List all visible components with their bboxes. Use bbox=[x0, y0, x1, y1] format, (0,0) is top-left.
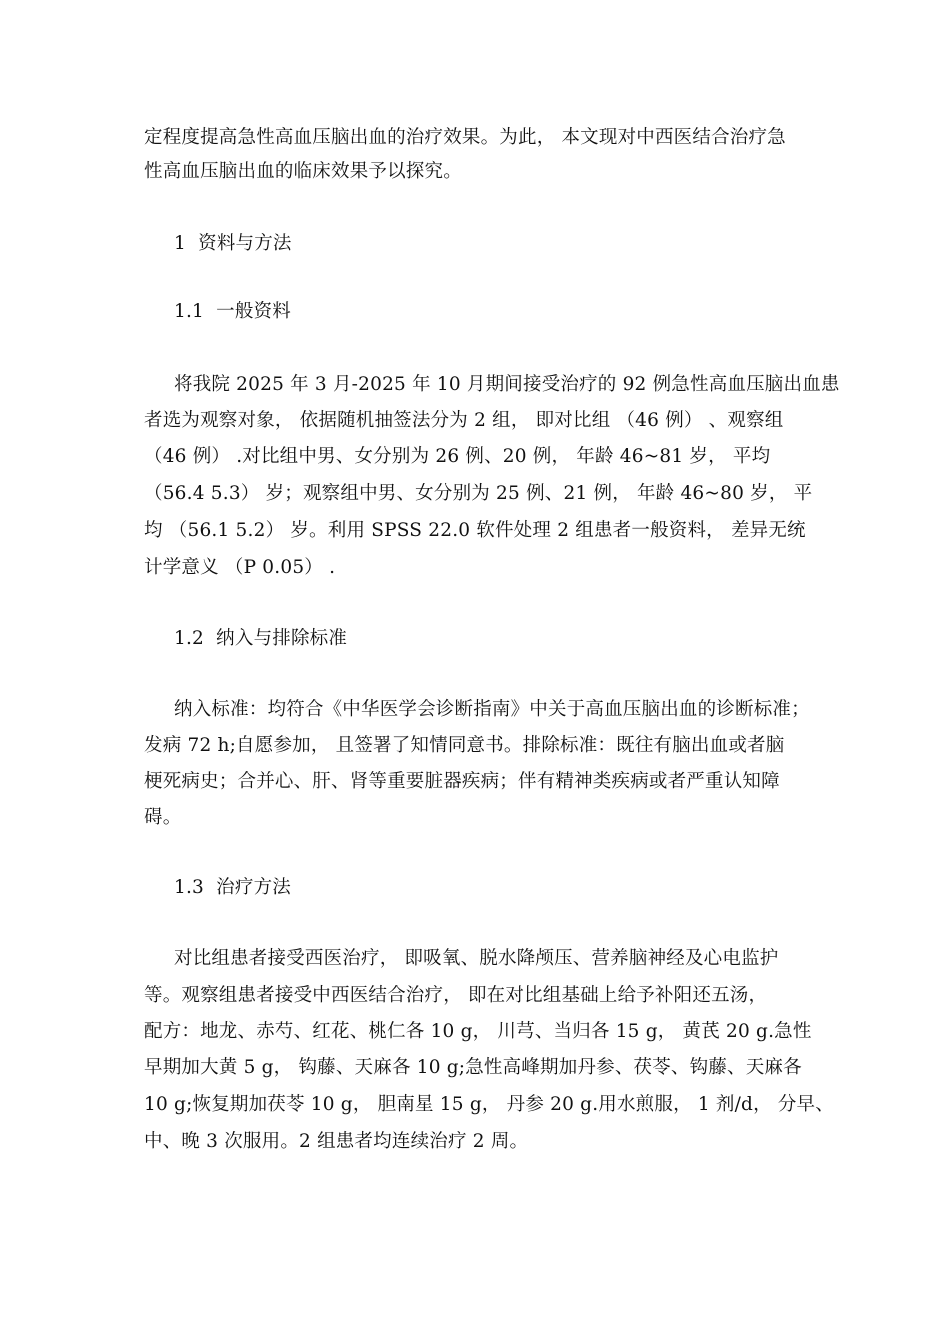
section-1-2-line-1: 纳入标准：均符合《中华医学会诊断指南》中关于高血压脑出血的诊断标准； bbox=[174, 699, 810, 720]
section-1-2-heading: 1.2 纳入与排除标准 bbox=[174, 628, 348, 649]
section-1-1-heading: 1.1 一般资料 bbox=[174, 301, 291, 322]
section-1-3-line-5: 10 g;恢复期加茯苓 10 g， 胆南星 15 g， 丹参 20 g.用水煎服， 1 剂/d， 分早、 bbox=[144, 1094, 834, 1115]
section-1-3-heading: 1.3 治疗方法 bbox=[174, 877, 291, 898]
intro-line-1: 定程度提高急性高血压脑出血的治疗效果。为此， 本文现对中西医结合治疗急 bbox=[144, 127, 786, 148]
section-1-heading: 1 资料与方法 bbox=[174, 233, 292, 254]
section-1-1-line-4: （56.4 5.3） 岁；观察组中男、女分别为 25 例、21 例， 年龄 46~80 岁， 平 bbox=[144, 483, 813, 504]
section-1-1-line-2: 者选为观察对象， 依据随机抽签法分为 2 组， 即对比组 （46 例） 、观察组 bbox=[144, 410, 784, 431]
section-1-1-line-3: （46 例） .对比组中男、女分别为 26 例、20 例， 年龄 46~81 岁， 平均 bbox=[144, 446, 771, 467]
section-1-3-line-4: 早期加大黄 5 g， 钩藤、天麻各 10 g;急性高峰期加丹参、茯苓、钩藤、天麻各 bbox=[144, 1057, 802, 1078]
section-1-1-line-5: 均 （56.1 5.2） 岁。利用 SPSS 22.0 软件处理 2 组患者一般资料， 差异无统 bbox=[144, 520, 806, 541]
section-1-1-line-1: 将我院 2025 年 3 月-2025 年 10 月期间接受治疗的 92 例急性高血压脑出血患 bbox=[174, 374, 840, 395]
section-1-2-line-3: 梗死病史；合并心、肝、肾等重要脏器疾病；伴有精神类疾病或者严重认知障 bbox=[144, 771, 780, 792]
section-1-2-line-4: 碍。 bbox=[144, 807, 182, 828]
section-1-3-line-1: 对比组患者接受西医治疗， 即吸氧、脱水降颅压、营养脑神经及心电监护 bbox=[174, 948, 779, 969]
section-1-3-line-6: 中、晚 3 次服用。2 组患者均连续治疗 2 周。 bbox=[144, 1131, 529, 1152]
intro-line-2: 性高血压脑出血的临床效果予以探究。 bbox=[144, 161, 462, 182]
section-1-2-line-2: 发病 72 h;自愿参加， 且签署了知情同意书。排除标准：既往有脑出血或者脑 bbox=[144, 735, 785, 756]
section-1-3-line-2: 等。观察组患者接受中西医结合治疗， 即在对比组基础上给予补阳还五汤， bbox=[144, 985, 768, 1006]
section-1-1-line-6: 计学意义 （P 0.05） . bbox=[144, 557, 336, 578]
section-1-3-line-3: 配方：地龙、赤芍、红花、桃仁各 10 g， 川芎、当归各 15 g， 黄芪 20 g.急性 bbox=[144, 1021, 812, 1042]
